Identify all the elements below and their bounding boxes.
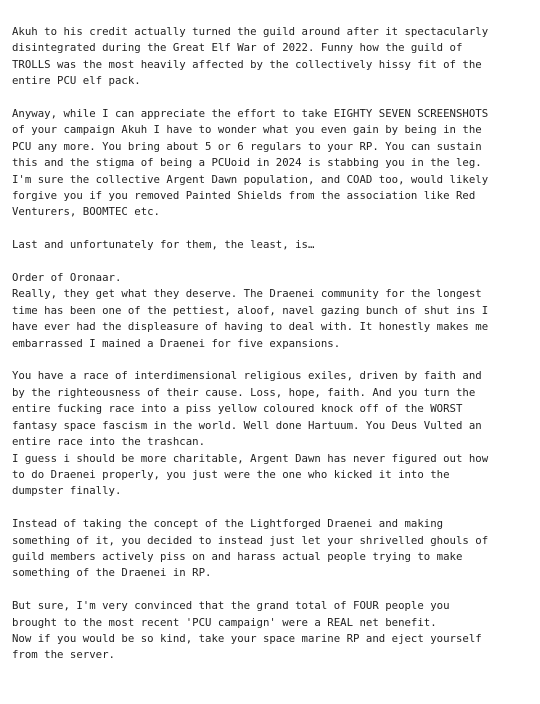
text-line: Instead of taking the concept of the Lightforged Draenei and making (12, 517, 444, 531)
text-line: Last and unfortunately for them, the least, is… (12, 238, 315, 252)
section-heading: Order of Oronaar. (12, 271, 122, 285)
text-line: But sure, I'm very convinced that the grand total of FOUR people you (12, 599, 450, 613)
text-line: guild members actively piss on and harass actual people trying to make (12, 549, 463, 563)
text-line: this and the stigma of being a PCUoid in 2024 is stabbing you in the leg. (12, 156, 482, 170)
text-line: time has been one of the pettiest, aloof, navel gazing bunch of shut ins I (12, 303, 489, 317)
text-line: fantasy space fascism in the world. Well done Hartuum. You Deus Vulted an (12, 418, 482, 432)
text-line: You have a race of interdimensional religious exiles, driven by faith and (12, 369, 482, 383)
text-line: Akuh to his credit actually turned the guild around after it spectacularly (12, 25, 489, 38)
text-line: have ever had the displeasure of having to deal with. It honestly makes me (12, 320, 489, 334)
text-line: from the server. (12, 648, 115, 662)
text-line: Really, they get what they deserve. The Draenei community for the longest (12, 287, 482, 301)
text-line: I'm sure the collective Argent Dawn population, and COAD too, would likely (12, 172, 489, 186)
text-line: Anyway, while I can appreciate the effort to take EIGHTY SEVEN SCREENSHOTS (12, 107, 489, 121)
document-body (12, 24, 536, 664)
paragraph (12, 368, 536, 499)
paragraph (12, 516, 536, 582)
text-line: I guess i should be more charitable, Argent Dawn has never figured out how (12, 451, 489, 465)
text-line: of your campaign Akuh I have to wonder what you even gain by being in the (12, 123, 482, 137)
paragraph (12, 270, 536, 352)
text-line: embarrassed I mained a Draenei for five expansions. (12, 336, 341, 350)
paragraph (12, 598, 536, 664)
text-line: PCU any more. You bring about 5 or 6 regulars to your RP. You can sustain (12, 139, 482, 153)
text-line: entire fucking race into a piss yellow coloured knock off of the WORST (12, 402, 463, 416)
text-line: something of it, you decided to instead just let your shrivelled ghouls of (12, 533, 489, 547)
paragraph (12, 106, 536, 221)
text-line: to do Draenei properly, you just were the one who kicked it into the (12, 467, 450, 481)
text-line: entire PCU elf pack. (12, 74, 141, 88)
text-line: entire race into the trashcan. (12, 435, 206, 449)
text-line: TROLLS was the most heavily affected by the collectively hissy fit of the (12, 57, 482, 71)
text-line: Venturers, BOOMTEC etc. (12, 205, 160, 219)
text-line: Now if you would be so kind, take your space marine RP and eject yourself (12, 631, 482, 645)
text-line: disintegrated during the Great Elf War of 2022. Funny how the guild of (12, 41, 463, 55)
text-line: brought to the most recent 'PCU campaign' were a REAL net benefit. (12, 615, 437, 629)
paragraph (12, 24, 536, 90)
text-line: forgive you if you removed Painted Shields from the association like Red (12, 189, 476, 203)
text-line: something of the Draenei in RP. (12, 566, 212, 580)
text-line: by the righteousness of their cause. Loss, hope, faith. And you turn the (12, 385, 476, 399)
paragraph (12, 237, 536, 253)
text-line: dumpster finally. (12, 484, 122, 498)
